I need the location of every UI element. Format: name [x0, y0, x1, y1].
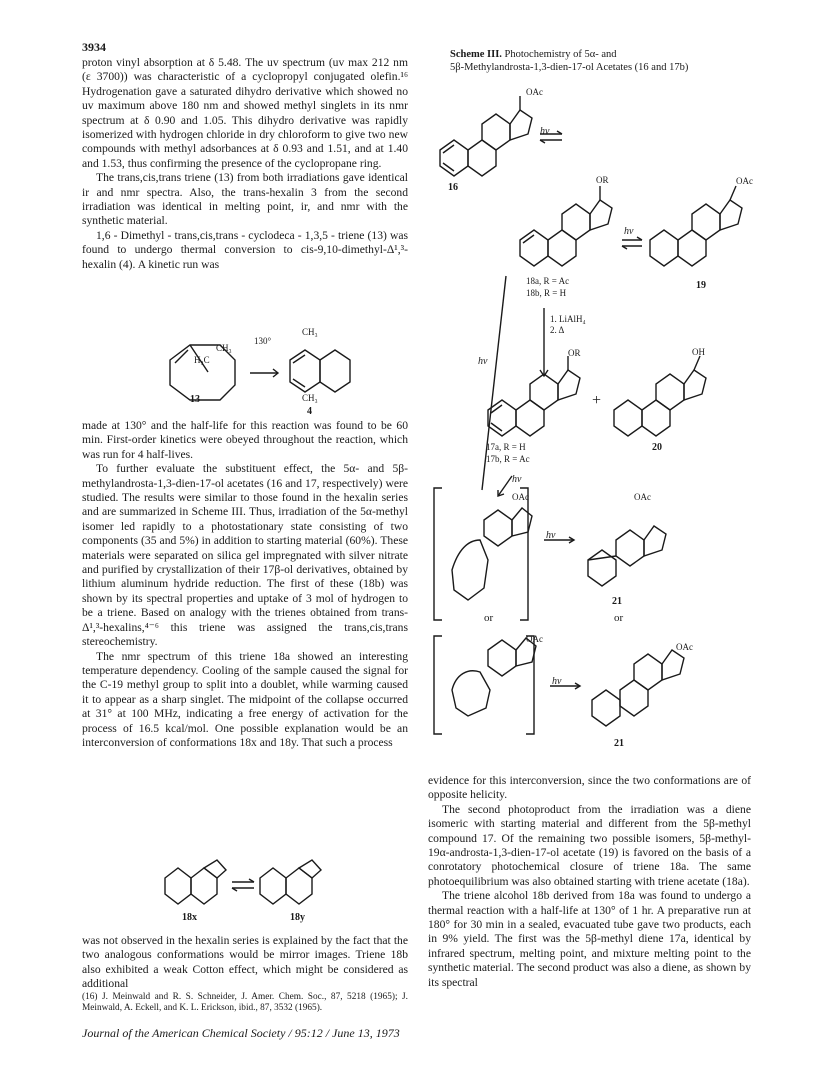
compound-4-label: 4: [307, 406, 312, 417]
label-hv: hν: [552, 676, 562, 687]
left-column-text-upper: [82, 56, 408, 272]
paragraph: The triene alcohol 18b derived from 18a was found to undergo a thermal reaction with a half-life at 130° of 1 hr. A preparative run at 180° for 30 min in a sealed, evacuated tube gave two products, each in 9% yield. The first was the 5β-methyl diene 17a, identical by infrared spectrum, melting point, and mixture melting point to the synthetic material. The second product was also a diene, as shown by its spectral: [428, 889, 751, 989]
compound-18a-label: 18a, R = Ac: [526, 276, 570, 286]
compound-18x-label: 18x: [182, 912, 197, 923]
paragraph: evidence for this interconversion, since the two conformations are of opposite helicity.: [428, 774, 751, 802]
steroid-18: [520, 186, 612, 266]
compound-21-label: 21: [614, 738, 624, 749]
label-oh: OH: [692, 347, 705, 357]
compound-20-label: 20: [652, 442, 662, 453]
compound-21-label: 21: [612, 596, 622, 607]
label-h3c: H₃C: [194, 355, 210, 365]
label-hv: hν: [546, 530, 556, 541]
label-ch3-top: CH₃: [302, 327, 318, 337]
scheme-caption-line2: 5β-Methylandrosta-1,3-dien-17-ol Acetates (16 and 17b): [450, 61, 689, 73]
paragraph: The nmr spectrum of this triene 18a showed an interesting temperature dependency. Cooling of the sample caused the signal for the C-19 methyl group to split into a doublet, while warming caused it to appear as a sharp singlet. The midpoint of the collapse occurred at 31° at 100 MHz, indicating a free energy of activation for the process of 16.5 kcal/mol. One possible explanation would be an interconversion of conformations 18x and 18y. That such a process: [82, 649, 408, 749]
label-step1: 1. LiAlH₄: [550, 314, 586, 324]
left-column-text-lower: [82, 934, 408, 992]
paragraph: The second photoproduct from the irradiation was a diene isomeric with starting material and different from the 5β-methyl compound 17. Of the remaining two possible isomers, 5β-methyl-19α-androsta-1,3-dien-17-ol acetate (19) is favored on the basis of a conrotatory photochemical closure of triene 18a. The same photoequilibrium was also obtained starting with triene acetate (18a).: [428, 802, 751, 888]
scheme-title: Scheme III.: [450, 49, 502, 60]
label-hv: hν: [478, 356, 488, 367]
label-oac: OAc: [512, 492, 529, 502]
steroid-17: [488, 356, 580, 436]
label-or: OR: [568, 348, 581, 358]
scheme-caption-line1: Photochemistry of 5α- and: [504, 49, 617, 60]
steroid-19: [650, 186, 742, 266]
paragraph: made at 130° and the half-life for this reaction was found to be 60 min. First-order kinetics were obeyed throughout the reaction, which was run for 4 half-lives.: [82, 419, 408, 461]
journal-footer: Journal of the American Chemical Society / 95:12 / June 13, 1973: [82, 1026, 400, 1040]
label-or-word: or: [484, 612, 494, 624]
footnote: [82, 992, 408, 1014]
label-hv: hν: [624, 226, 634, 237]
label-hv: hν: [540, 126, 550, 137]
compound-18y-label: 18y: [290, 912, 305, 923]
paragraph: 1,6 - Dimethyl - trans,cis,trans - cyclodeca - 1,3,5 - triene (13) was found to undergo thermal conversion to cis-9,10-dimethyl-Δ¹,³-hexalin (4). A kinetic run was: [82, 228, 408, 271]
structure-18x-18y: [160, 858, 340, 908]
plus-sign: +: [592, 392, 602, 409]
paragraph: The trans,cis,trans triene (13) from both irradiations gave identical ir and nmr spectra. Also, the trans-hexalin 3 from the second irradiation was identical in melting point, ir, and nmr with the synthetic material.: [82, 171, 408, 228]
steroid-21b: [592, 650, 684, 726]
structure-13-to-4: [150, 330, 350, 420]
steroid-16: [440, 96, 532, 176]
paragraph: proton vinyl absorption at δ 5.48. The uv spectrum (uv max 212 nm (ε 3700)) was characteristic of a cyclopropyl conjugated olefin.¹⁶ Hydrogenation gave a saturated dihydro derivative which showed no uv maximum above 180 nm and showed methyl singlets in its nmr spectrum at δ 0.90 and 1.05. This dihydro derivative was rapidly isomerized with hydrogen chloride in dry chloroform to give two new compounds with methyl adsorbances at δ 0.93 and 1.51, and at 1.40 and 1.53, thus confirming the presence of the cyclopropane ring.: [82, 56, 408, 170]
label-oac: OAc: [526, 634, 543, 644]
right-column-text: [428, 774, 751, 990]
left-column-text-middle: [82, 419, 408, 750]
label-oac: OAc: [526, 87, 543, 97]
label-hv: hν: [512, 474, 522, 485]
footnote-16: (16) J. Meinwald and R. S. Schneider, J. Amer. Chem. Soc., 87, 5218 (1965); J. Meinwald, A. Eckell, and K. L. Erickson, ibid., 87, 3532 (1965).: [82, 992, 408, 1013]
compound-17b-label: 17b, R = Ac: [486, 454, 530, 464]
scheme-caption: [450, 49, 750, 74]
compound-18b-label: 18b, R = H: [526, 288, 567, 298]
label-temp: 130°: [254, 336, 272, 346]
label-or-word: or: [614, 612, 624, 624]
label-oac: OAc: [736, 176, 753, 186]
label-step2: 2. Δ: [550, 325, 565, 335]
compound-13-label: 13: [190, 394, 200, 405]
steroid-21a: [588, 526, 666, 586]
steroid-20: [614, 356, 706, 436]
label-oac: OAc: [634, 492, 651, 502]
compound-17a-label: 17a, R = H: [486, 442, 526, 452]
label-or: OR: [596, 175, 609, 185]
compound-16-label: 16: [448, 182, 458, 193]
label-oac: OAc: [676, 642, 693, 652]
compound-19-label: 19: [696, 280, 706, 291]
paragraph: was not observed in the hexalin series is explained by the fact that the two analogous conformations would be mirror images. Triene 18b also exhibited a weak Cotton effect, which might be considered as additional: [82, 934, 408, 991]
paragraph: To further evaluate the substituent effect, the 5α- and 5β-methylandrosta-1,3-dien-17-ol acetates (16 and 17, respectively) were studied. The results were similar to those found in the hexalin series and are summarized in Scheme III. Thus, irradiation of the 5α-methyl isomer led rapidly to a photostationary state consisting of two components (35 and 5%) in addition to starting material (60%). These materials were separated on silica gel impregnated with silver nitrate and purified by crystallization of their 17β-ol derivatives, obtained by lithium aluminum hydride reduction. The first of these (18b) was shown by its spectral properties and uptake of 3 mol of hydrogen to be a triene. Based on analogy with the trienes obtained from trans-Δ¹,³-hexalins,⁴⁻⁶ this triene was assigned the trans,cis,trans stereochemistry.: [82, 462, 408, 649]
page-number: 3934: [82, 40, 106, 54]
label-ch3-bottom: CH₃: [302, 393, 318, 403]
label-ch3: CH₃: [216, 343, 232, 353]
